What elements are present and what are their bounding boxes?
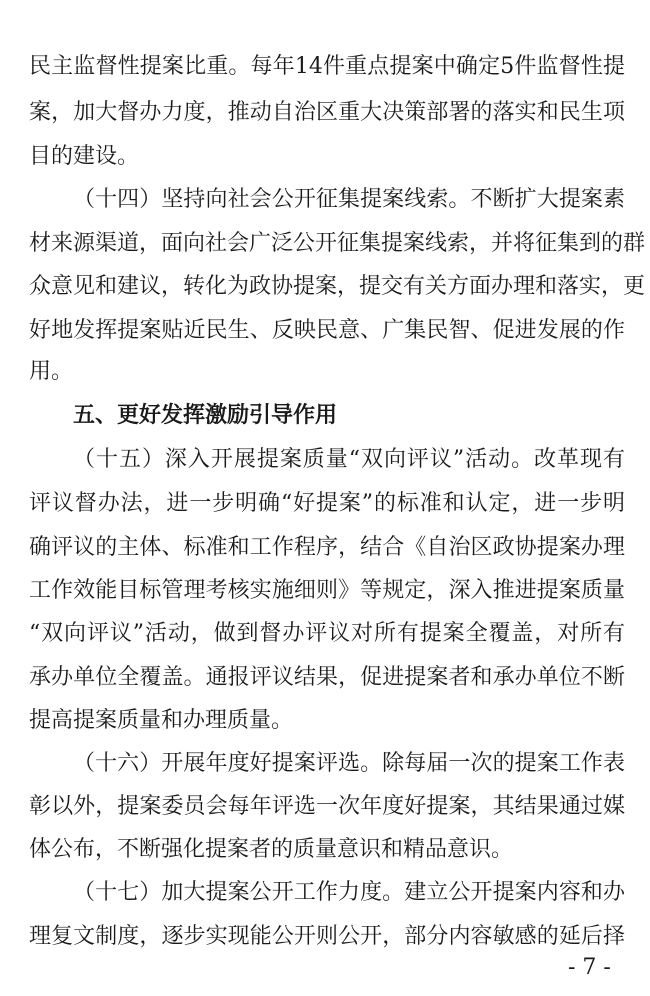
section-heading: 五、更好发挥激励引导作用 bbox=[73, 403, 338, 428]
text-line: 民主监督性提案比重。每年14件重点提案中确定5件监督性提 bbox=[29, 54, 625, 79]
text-line: 体公布，不断强化提案者的质量意识和精品意识。 bbox=[29, 837, 514, 862]
text-line: 评议督办法，进一步明确“好提案”的标准和认定，进一步明 bbox=[29, 491, 625, 516]
text-line: 目的建设。 bbox=[29, 144, 140, 169]
paragraph-first-line: （十六）开展年度好提案评选。除每届一次的提案工作表 bbox=[73, 751, 625, 776]
text-line: 提高提案质量和办理质量。 bbox=[29, 708, 294, 733]
text-line: 确评议的主体、标准和工作程序，结合《自治区政协提案办理 bbox=[29, 535, 625, 560]
text-line: “双向评议”活动，做到督办评议对所有提案全覆盖，对所有 bbox=[29, 621, 625, 646]
text-line: 好地发挥提案贴近民生、反映民意、广集民智、促进发展的作 bbox=[29, 318, 625, 343]
text-line: 工作效能目标管理考核实施细则》等规定，深入推进提案质量 bbox=[29, 578, 625, 603]
text-line: 彰以外，提案委员会每年评选一次年度好提案，其结果通过媒 bbox=[29, 794, 625, 819]
text-line: 众意见和建议，转化为政协提案，提交有关方面办理和落实，更 bbox=[29, 274, 646, 299]
text-line: 用。 bbox=[29, 359, 74, 384]
paragraph-first-line: （十五）深入开展提案质量“双向评议”活动。改革现有 bbox=[73, 447, 625, 472]
text-line: 材来源渠道，面向社会广泛公开征集提案线索，并将征集到的群 bbox=[29, 231, 646, 256]
text-line: 承办单位全覆盖。通报评议结果，促进提案者和承办单位不断 bbox=[29, 665, 625, 690]
text-line: 理复文制度，逐步实现能公开则公开，部分内容敏感的延后择 bbox=[29, 924, 625, 949]
paragraph-first-line: （十四）坚持向社会公开征集提案线索。不断扩大提案素 bbox=[73, 187, 625, 212]
text-line: 案，加大督办力度，推动自治区重大决策部署的落实和民生项 bbox=[29, 100, 625, 125]
page-number: - 7 - bbox=[568, 955, 611, 980]
paragraph-first-line: （十七）加大提案公开工作力度。建立公开提案内容和办 bbox=[73, 880, 625, 905]
